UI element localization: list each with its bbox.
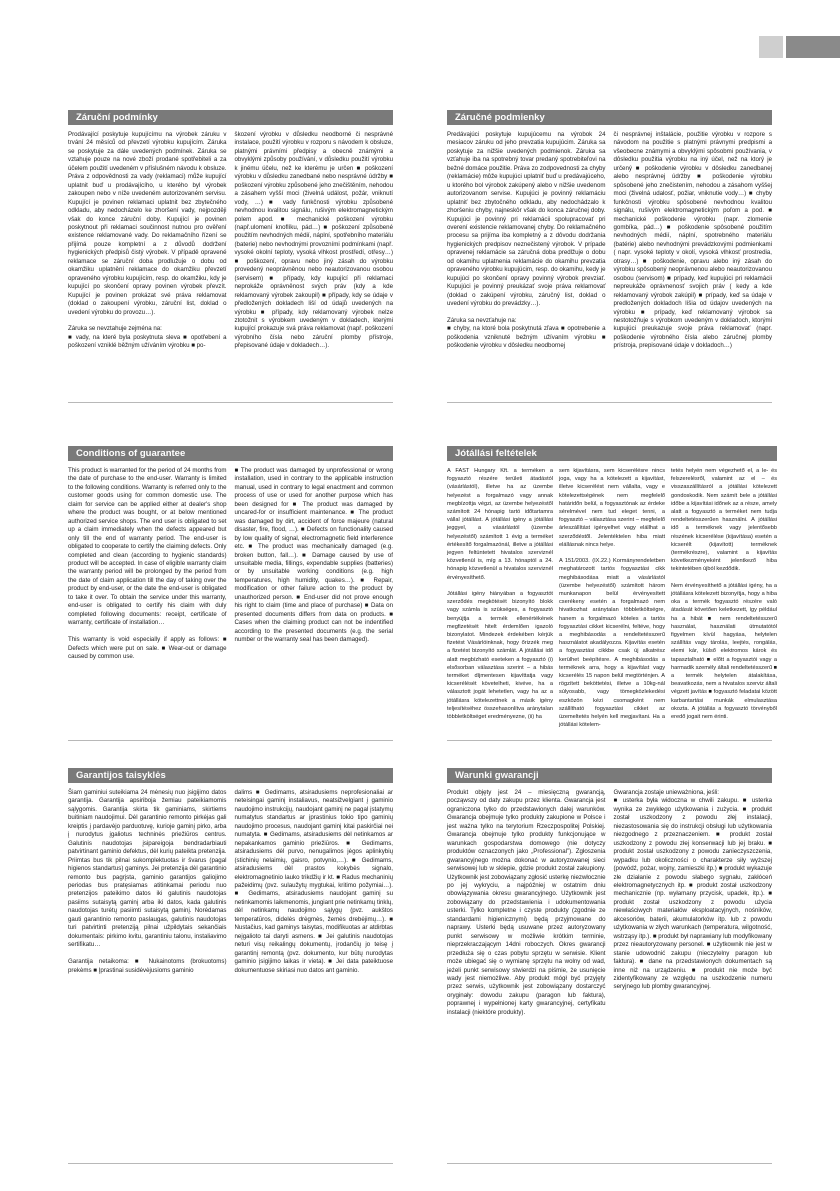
text-column: škození výrobku v důsledku neodborné či nesprávné instalace, použití výrobku v rozporu s návodem k obsluze, platnými právními předpisy a obecně známými a obvyklými způsoby používání, v důsledku použití výrobku k jinému účelu, než ke kterému je určen ■ poškození výrobku v důsledku zanedbané nebo nesprávné údržby ■ poškození výrobku způsobené jeho znečištěním, nehodou a zásahem vyšší moci (živelná událost, požár, vniknutí vody, …) ■ vady funkčnosti výrobku způsobené nevhodnou kvalitou signálu, rušivým elektromagnetickým polem apod. ■ mechanické poškození výrobku (např.ulomení knoflíku, pád…) ■ poškození způsobené použitím nevhodných médií, náplní, spotřebního materiálu (baterie) nebo nevhodnými provozními podmínkami (např. vysoké okolní teploty, vysoká vlhkost prostředí, otřesy…) ■ poškození, opravu nebo jiný zásah do výrobku provedený neoprávněnou nebo neautorizovanou osobou (servisem) ■ případy, kdy kupující při reklamaci neprokáže oprávněnost svých práv (kdy a kde reklamovaný výrobek zakoupil) ■ případy, kdy se údaje v předložených dokladech liší od údajů uvedených na výrobku ■ případy, kdy reklamovaný výrobek nelze ztotožnit s výrobkem uvedeným v dokladech, kterými kupující prokazuje svá práva reklamovat (např. poškození výrobního čísla nebo záruční plomby přístroje, přepisované údaje v dokladech…). xyxy=(234,131,393,350)
divider xyxy=(447,402,772,403)
text-column: Šiam gaminiui suteikiama 24 mėnesių nuo įsigijimo datos garantija. Garantija apsiriboja žemiau pateikiamomis sąlygomis. Garantija skirta tik gaminiams, skirtiems buitiniam naudojimui. Dėl garantinio remonto pirkėjas gali kreiptis į pardavėjo parduotuvę, kurioje gaminį pirko, arba į nurodytus įgaliotus techninės priežiūros centrus. Galutinis naudotojas įsipareigoja bendradarbiauti patvirtinant gaminio defektus, dėl kurių pateikta pretenzija. Priimtas bus tik pilnai sukomplektuotas ir švarus (pagal higienos standartus) gaminys. Jei pretenzija dėl garantinio remonto bus pagrįsta, gaminio garantijos galiojimo periodas bus pratęsiamas atitinkamai periodu nuo pretenzijos pateikimo datos iki galutinis naudotojas pasiims sutaisytą gaminį arba iki datos, kada galutinis naudotojas turėtų pasiimti sutaisytą gaminį. Norėdamas gauti garantinio remonto paslaugas, galutinis naudotojas turi patvirtinti pretenziją pilnai užpildytais sekančiais dokumentais: pirkimo kvitu, garantiniu talonu, instaliavimo sertifikatu… Garantija netaikoma: ■ Nukainotoms (brokuotoms) prekėms ■ Įprastinai susidėvėjusioms gaminio xyxy=(68,789,227,974)
text-column: Produkt objęty jest 24 – miesięczną gwarancją, począwszy od daty zakupu przez klienta. Gwarancja jest ograniczona tylko do przedstawionych dalej warunków. Gwarancja obejmuje tylko produkty zakupione w Polsce i jest ważna tylko na terytorium Rzeczpospolitej Polskiej. Gwarancja obejmuje tylko produkty funkcjonujące w warunkach gospodarstwa domowego (nie dotyczy produktów oznaczonych jako „Professional”). Zgłoszenia gwarancyjnego można dokonać w autoryzowanej sieci serwisowej lub w sklepie, gdzie produkt został zakupiony. Użytkownik jest zobowiązany zgłosić usterkę niezwłocznie po jej wykryciu, a najpóźniej w ostatnim dniu obowiązywania okresu gwarancyjnego. Użytkownik jest zobowiązany do przedstawienia i udokumentowania usterki. Tylko kompletne i czyste produkty (zgodnie ze standardami higienicznymi) będą przyjmowane do naprawy. Usterki będą usuwane przez autoryzowany punkt serwisowy w możliwie krótkim terminie, nieprzekraczającym 14dni roboczych. Okres gwarancji przedłuża się o czas pobytu sprzętu w serwisie. Klient może ubiegać się o wymianę sprzętu na wolny od wad, jeżeli punkt serwisowy stwierdzi na piśmie, że usunięcie wady jest niemożliwe. Aby produkt mógł być przyjęty przez serwis, użytkownik jest zobowiązany dostarczyć oryginały: dowodu zakupu (paragon lub faktura), poprawnej i wypełnionej karty gwarancyjnej, certyfikatu instalacji (niektóre produkty). xyxy=(447,789,606,1016)
divider xyxy=(68,402,393,403)
section-title: Conditions of guarantee xyxy=(68,446,393,461)
text-column: či nesprávnej inštalácie, použitie výrobku v rozpore s návodom na použitie s platnými právnymi predpismi a všeobecne známymi a obvyklými spôsobmi používania, v dôsledku použitia výrobku na iný účel, než na ktorý je určený ■ poškodenie výrobku v dôsledku zanedbanej alebo nesprávnej údržby ■ poškodenie výrobku spôsobené jeho znečistením, nehodou a zásahom vyššej moci (živelná udalosť, požiar, vniknutie vody…) ■ chyby funkčnosti výrobku spôsobené nevhodnou kvalitou signálu, rušivým elektromagnetickým poľom a pod. ■ mechanické poškodenie výrobku (napr. zlomenie gombíka, pád…) ■ poškodenie spôsobené použitím nevhodných médií, náplní, spotrebného materiálu (batérie) alebo nevhodnými prevádzkovými podmienkami ( napr. vysoké teploty v okolí, vysoká vlhkosť prostredia, otrasy…) ■ poškodenie, opravu alebo iný zásah do výrobku spôsobený neoprávnenou alebo neautorizovanou osobou (servisom) ■ prípady, keď kupujúci pri reklamácii nepreukáže oprávnenosť svojich práv ( kedy a kde reklamovaný výrobok zakúpil) ■ prípady, keď sa údaje v predložených dokladoch líšia od údajov uvedených na výrobku ■ prípady, keď reklamovaný výrobok sa nestotožňuje s výrobkom uvedeným v dokladoch, ktorými kupujúci preukazuje svoje práva reklamovať (napr. poškodenie výrobného čísla alebo záručnej plomby prístroja, prepisované údaje v dokladoch…) xyxy=(613,131,772,350)
section-lt xyxy=(68,768,393,1148)
section-pl xyxy=(447,768,772,1148)
text-column: ■ The product was damaged by unprofessional or wrong installation, used in contrary to the applicable instruction manual, used in contrary to legal enactment and common process of use or used for another purpose which has been designed for ■ The product was damaged by uncared-for or insufficient maintenance. ■ The product was damaged by dirt, accident of force majeure (natural disaster, fire, flood, …). ■ Defects on functionality caused by low quality of signal, electromagnetic field interference etc. ■ The product was mechanically damaged (e.g. broken button, fall…). ■ Damage caused by use of unsuitable media, fillings, expendable supplies (batteries) or by unsuitable working conditions (e.g. high temperatures, high humidity, quakes…). ■ Repair, modification or other failure action to the product by unauthorized person. ■ End-user did not prove enough his right to claim (time and place of purchase) ■ Data on presented documents differs from data on products. ■ Cases when the claiming product can not be indentified according to the presented documents (e.g. the serial number or the warranty seal has been damaged). xyxy=(234,467,393,644)
section-title: Záruční podmínky xyxy=(68,110,393,125)
section-hu xyxy=(447,446,777,729)
text-column: dalims ■ Gedimams, atsiradusiems neprofesionaliai ar neteisingai gaminį instaliavus, neatsižvelgiant į gaminio naudojimo instrukcijų, naudojant gaminį ne pagal įstatymų numatytus standartus ar įprastinius tokio tipo gaminių naudojimo procesus, naudojant gaminį kitai paskirčiai nei numatyta. ■ Gedimams, atsiradusiems dėl netinkamos ar nepakankamos gaminio priežiūros. ■ Gedimams, atsiradusiems dėl purvo, nenugalimos jėgos aplinkybių (stichinių nelaimių, gaisro, potvynio,…). ■ Gedimams, atsiradusiems dėl prastos kokybės signalo, elektromagnetinio lauko trikdžių ir kt. ■ Radus mechaninių pažeidimų (pvz. sulaužytų mygtukai, kritimo požymiai…). ■ Gedimams, atsiradusiems naudojant gaminį su netinkamomis laikmenomis, jungiant prie netinkamų tinklų, dėl netinkamų naudojimo sąlygų (pvz. aukštos temperatūros, didelės drėgmės, žemės drebėjimų…). ■ Nustačius, kad gaminys taisytas, modifikuotas ar atdirbtas neįgalioto tai daryti asmens. ■ Jei galutinis naudotojas neturi visų reikalingų dokumentų, įrodančių jo teisę į garantinį remontą (pvz. dokumento, kur būtų nurodytas gaminio įsigijimo laikas ir vieta). ■ Jei data pateiktuose dokumentuose skiriasi nuo datos ant gaminio. xyxy=(234,789,393,974)
text-column: Prodávající poskytuje kupujícímu na výrobek záruku v trvání 24 měsíců od převzetí výrobku kupujícím. Záruka se poskytuje za dále uvedených podmínek. Záruka se vztahuje pouze na nové zboží prodané spotřebiteli a za účelem použití uvedeném v příslušném návodu k obsluze. Práva z odpovědnosti za vady (reklamaci) může kupující uplatnit buď u prodávajícího, u kterého byl výrobek zakoupen nebo v níže uvedeném autorizovaném servisu. Kupující je povinen reklamaci uplatnit bez zbytečného odkladu, aby nedocházelo ke zhoršení vady, nejpozději však do konce záruční doby. Kupující je povinen poskytnout při reklamaci součinnost nutnou pro ověření existence reklamované vady. Do reklamačního řízení se přijímá pouze kompletní a z důvodů dodržení hygienických předpisů čistý výrobek. V případě opravené reklamace se záruční doba prodlužuje o dobu od okamžiku uplatnění reklamace do okamžiku převzetí opraveného výrobku kupujícím, resp. do okamžiku, kdy je kupující po skončení opravy povinen výrobek převzít. Kupující je povinen prokázat své práva reklamovat (doklad o zakoupení výrobku, záruční list, doklad o uvedení výrobku do provozu…). Záruka se nevztahuje zejména na: ■ vady, na které byla poskytnuta sleva ■ opotřebení a poškození vzniklé běžným užíváním výrobku ■ po- xyxy=(68,131,227,350)
text-column: This product is warranted for the period of 24 months from the date of purchase to the end-user. Warranty is limited to the following conditions. Warranty is referred only to the customer goods using for common domestic use. The claim for service can be applied either at dealer's shop where the product was bought, or at below mentioned authorized service shops. The end user is obligated to set up a claim immediately when the defects appeared but only till the end of warranty period. The end-user is obligated to cooperate to certify the claiming defects. Only completed and clean (according to hygienic standards) product will be accepted. In case of eligible warranty claim the warranty period will be prolonged by the period from the date of claim application till the day of taking over the product by end-user, or the date the end-user is obligated to take it over. To obtain the service under this warranty, end-user is obligated to certify his claim with duly completed following documents: receipt, certificate of warranty, certificate of installation… This warranty is void especially if apply as follows: ■ Defects which were put on sale. ■ Wear-out or damage caused by common use. xyxy=(68,467,227,660)
section-sk xyxy=(447,110,772,378)
divider xyxy=(447,1163,772,1164)
divider xyxy=(68,1163,393,1164)
divider xyxy=(68,740,393,741)
section-cz xyxy=(68,110,393,378)
text-column: tetés helyén nem végezhető el, a le- és felszerelésről, valamint az el – és visszaszállításról a jótállási kötelezett gondoskodik. Nem számít bele a jótállási időbe a kijavítási időnek az a része, amely alatt a fogyasztó a terméket nem tudja rendeltetésszerűen használni. A jótállási idő a terméknek vagy jelentősebb részének kicserélése (kijavítása) esetén a kicserélt (kijavított) terméknek (termékrészre), valamint a kijavítás következményeként jelentkező hiba tekintetében újból kezdődik. Nem érvényesíthető a jótállási igény, ha a jótállásra kötelezett bizonyítja, hogy a hiba oka a termék fogyasztó részére való átadását követően keletkezett, így például ha a hibát ■ nem rendeltetésszerű használat, használati útmutatótól figyelmen kívül hagyása, helytelen szállítás vagy tárolás, leejtés, rongálás, elemi kár, külső elektromos károk és tapasztalható ■ előtt a fogyasztói vagy a harmadik személy általi rendeltetésszerű ■ a termék helytelen átalakítása, beavatkozás, nem a hivatalos szerviz általi végzett javítás ■ fogyasztó feladatai között karbantartási munkák elmulasztása okozta. A jótállás a fogyasztó törvényből eredő jogait nem érinti. xyxy=(671,468,777,721)
page-tab-dark xyxy=(786,36,840,58)
section-title: Záručné podmienky xyxy=(447,110,772,125)
section-title: Warunki gwarancji xyxy=(447,768,772,783)
text-column: Predávajúci poskytuje kupujúcemu na výrobok 24 mesiacov záruku od jeho prevzatia kupujúcim. Záruka sa poskytuje za nižšie uvedených podmienok. Záruka sa vzťahuje iba na spotrebný tovar predaný spotrebiteľovi na bežné domáce použitie. Práva zo zodpovednosti za chyby (reklamácie) môže kupujúci uplatniť buď u predávajúceho, u ktorého bol výrobok zakúpený alebo v nižšie uvedenom autorizovanom servise. Kupujúci je povinný reklamáciu uplatniť bez zbytočného odkladu, aby nedochádzalo k zhoršeniu chyby, najneskôr však do konca záručnej doby. Kupujúci je povinný pri reklamácii spolupracovať pri overení existencie reklamovanej chyby. Do reklamačného procesu sa prijíma iba kompletný a z dôvodu dodržania hygienických predpisov neznečistený výrobok. V prípade opravenej reklamácie sa záručná doba predlžuje o dobu od okamihu uplatnenia reklamácie do okamihu prevzatia opraveného výrobku kupujúcim, resp. do okamihu, kedy je kupujúci po skončení opravy povinný výrobok prevziať. Kupujúci je povinný preukázať svoje práva reklamovať (doklad o zakúpení výrobku, záručný list, doklad o uvedení výrobku do prevádzky…). Záruka sa nevzťahuje na: ■ chyby, na ktoré bola poskytnutá zľava ■ opotrebenie a poškodenia vzniknuté bežným užívaním výrobku ■ poškodenie výrobku v dôsledku neodbornej xyxy=(447,131,606,350)
section-title: Garantijos taisyklės xyxy=(68,768,393,783)
text-column: Gwarancja zostaje unieważniona, jeśli: ■ usterka była widoczna w chwili zakupu. ■ usterka wynika ze zwykłego użytkowania i zużycia. ■ produkt został uszkodzony z powodu złej instalacji, niezastosowania się do instrukcji obsługi lub użytkowania niezgodnego z przeznaczeniem. ■ produkt został uszkodzony z powodu złej konserwacji lub jej braku. ■ produkt został uszkodzony z powodu zanieczyszczenia, wypadku lub okoliczności o charakterze siły wyższej (powódź, pożar, wojny, zamieszki itp.) ■ produkt wykazuje złe działanie z powodu słabego sygnału, zakłóceń elektromagnetycznych itp. ■ produkt został uszkodzony mechanicznie (np. wyłamany przycisk, upadek, itp.). ■ produkt został uszkodzony z powodu użycia niewłaściwych materiałów eksploatacyjnych, nośników, akcesoriów, baterii, akumulatorków itp. lub z powodu użytkowania w złych warunkach (temperatura, wilgotność, wstrząsy itp.). ■ produkt był naprawiany lub modyfikowany przez nieautoryzowany personel. ■ użytkownik nie jest w stanie udowodnić zakupu (nieczytelny paragon lub faktura). ■ dane na przedstawionych dokumentach są inne niż na urządzeniu. ■ produkt nie może być zidentyfikowany ze względu na uszkodzenie numeru seryjnego lub plomby gwarancyjnej. xyxy=(613,789,772,991)
page-tab-light xyxy=(759,36,783,58)
text-column: sem kijavításra, sem kicserélésre nincs joga, vagy ha a kötelezett a kijavítást, illetve kicserélést nem vállalta, vagy e kötelezettségének nem megfelelő határidőn belül, a fogyasztónak az érdeke sérelmével nem tud eleget tenni, a fogyasztó – választása szerint – megfelelő árleszállítást igényelhet vagy elállhat a szerződéstől. Jelentéktelen hiba miatt elállásnak nincs helye. A 151/2003. (IX.22.) Kormányrendeletben meghatározott tartós fogyasztási cikk meghibásodása miatt a vásárlástól (üzembe helyezéstől) számított három munkanapon belül érvényesített cserékeny esetén a forgalmazó nem hivatkozhat aránytalan többletköltségre, hanem a forgalmazó köteles a tartós fogyasztási cikket kicserélni, feltéve, hogy a meghibásodás a rendeltetésszerű használatot akadályozza. Kijavítás esetén a fogyasztási cikkbe csak új alkatrész kerülhet beépítésre. A meghibásodás a terméknek arra, hogy a kijavítást vagy kicserélés 15 napon belül megtörténjen. A rögzített beköttetési, illetve a 10kg-nál súlyosabb, vagy tömegközlekedési eszközön kézi csomagként nem szállítható fogyasztási cikket az üzemeltetés helyén kell megjavítani. Ha a jótállási kötelem- xyxy=(559,468,665,729)
section-title: Jótállási feltételek xyxy=(447,446,777,461)
text-column: A FAST Hungary Kft. a terméken a fogyasztó részére területi átadástól (vásárlástól), illetve ha az üzembe helyezést a forgalmazó vagy annak megbízottja végzi, az üzembe helyezéstől számított 24 hónapig tartó időtartamra vállal jótállást. A jótállási igény a jótállási jeggyel, a vásárlástól (üzembe helyezéstől) számított 1 évig a terméket értékesítő forgalmazónál, illetve a jótállási jegyen feltüntetett hivatalos szerviznél közvetlenül is, míg a 13. hónaptól a 24. hónapig közvetlenül a hivatalos szerviznél érvényesíthető. Jótállási igény hiányában a fogyasztót szerződés megkötését bizonyító blokk vagy számla is szükséges, a fogyasztó benyújtja a termék ellenértékének megfizetését hitelt érdemlően igazoló bizonylatot. Mindezek érdekében kérjük fizetést Vásárlóinknak, hogy őrizzék meg a fizetést bizonyító számlát. A jótállási idő alatt megbízható eseteken a fogyasztó (i) elsősorban választása szerint – a hibás terméket díjmentesen kijavíttatja vagy kicserélését követelheti, kivéve, ha a választott jogát lehetetlen, vagy ha az a jótállásra kötelezettnek a másik igény teljesítéséhez összehasonlítva aránytalan többletköltséget eredményezne, (ii) ha xyxy=(447,468,553,721)
section-en xyxy=(68,446,393,712)
divider xyxy=(447,740,772,741)
